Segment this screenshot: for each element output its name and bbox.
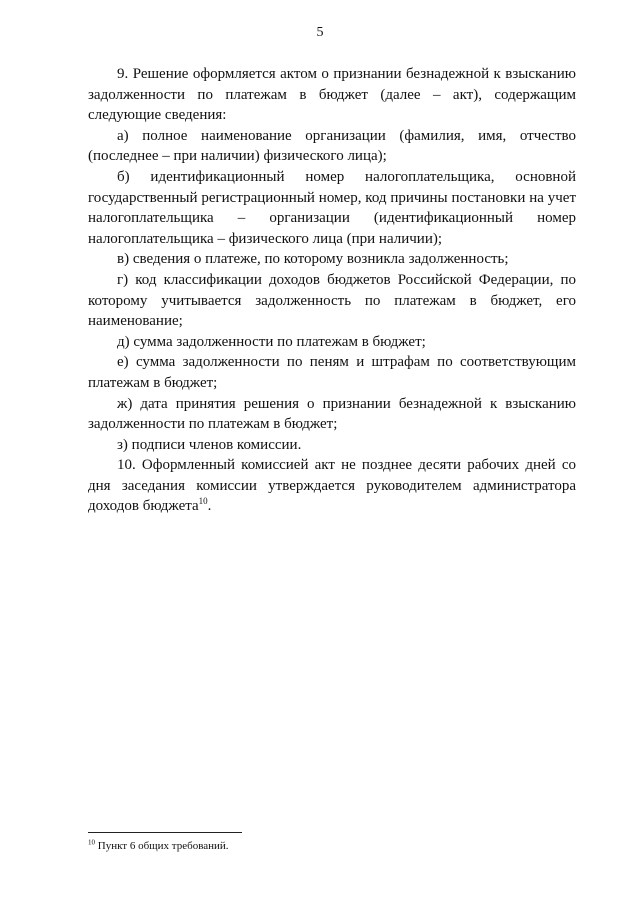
footnote-mark: 10 bbox=[88, 838, 95, 847]
paragraph-9: 9. Решение оформляется актом о признании безнадежной к взысканию задолженности по платежам в бюджет (далее – акт), содержащим следующие сведения: bbox=[88, 66, 576, 124]
paragraph-9z: з) подписи членов комиссии. bbox=[117, 436, 302, 453]
document-body bbox=[88, 64, 576, 517]
paragraph-9zh: ж) дата принятия решения о признании безнадежной к взысканию задолженности по платежам в бюджет; bbox=[88, 395, 576, 433]
paragraph-9d: д) сумма задолженности по платежам в бюджет; bbox=[117, 333, 426, 350]
paragraph-9b: б) идентификационный номер налогоплательщика, основной государственный регистрационный номер, код причины постановки на учет налогоплательщика – организации (идентификационный номер налогоплательщика – физического лица (при наличии); bbox=[88, 168, 576, 247]
paragraph-10-trailing: . bbox=[207, 498, 212, 515]
paragraph-9g: г) код классификации доходов бюджетов Российской Федерации, по которому учитывается задолженность по платежам в бюджет, его наименование; bbox=[88, 271, 576, 330]
footnote-text: Пункт 6 общих требований. bbox=[95, 840, 229, 852]
page-number: 5 bbox=[316, 25, 324, 40]
footnote bbox=[88, 839, 568, 853]
footnote-reference[interactable]: 10 bbox=[198, 496, 208, 507]
paragraph-10 bbox=[88, 455, 576, 517]
footnote-divider bbox=[88, 832, 242, 833]
paragraph-9e: е) сумма задолженности по пеням и штрафам по соответствующим платежам в бюджет; bbox=[88, 354, 576, 391]
paragraph-9v: в) сведения о платеже, по которому возникла задолженность; bbox=[117, 251, 509, 268]
paragraph-10-text: 10. Оформленный комиссией акт не позднее десяти рабочих дней со дня заседания комиссии утверждается руководителем администратора доходов бюджета bbox=[88, 457, 576, 515]
paragraph-9a: а) полное наименование организации (фамилия, имя, отчество (последнее – при наличии) физического лица); bbox=[88, 127, 576, 165]
